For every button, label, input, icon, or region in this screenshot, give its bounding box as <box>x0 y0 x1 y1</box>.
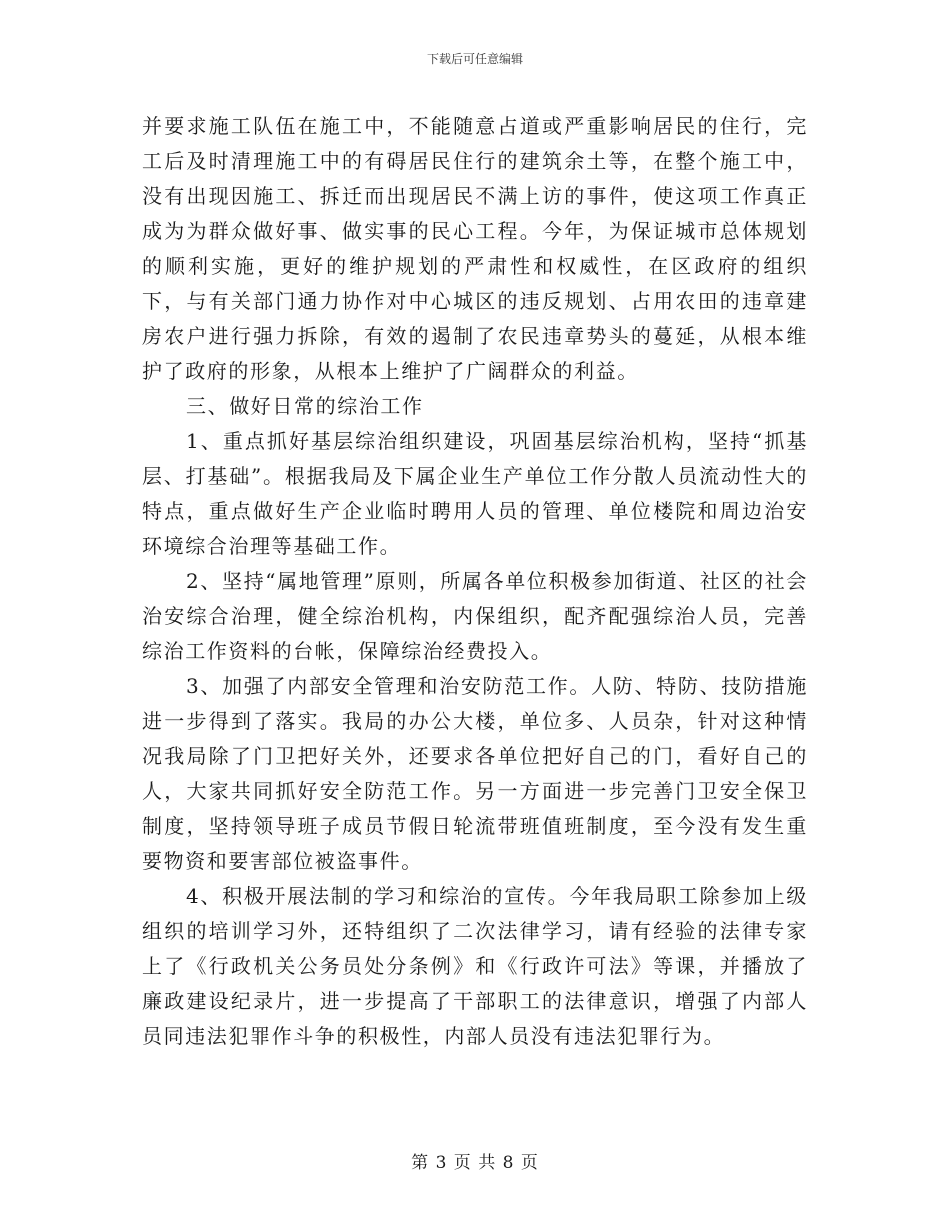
page-number: 第 3 页 共 8 页 <box>411 1153 539 1173</box>
paragraph-item-4: 4、积极开展法制的学习和综治的宣传。今年我局职工除参加上级组织的培训学习外，还特组织了二次法律学习，请有经验的法律专家上了《行政机关公务员处分条例》和《行政许可法》等课，并播放了廉政建设纪录片，进一步提高了干部职工的法律意识，增强了内部人员同违法犯罪作斗争的积极性，内部人员没有违法犯罪行为。 <box>142 884 808 1048</box>
paragraph-item-2: 2、坚持“属地管理”原则，所属各单位积极参加街道、社区的社会治安综合治理，健全综治机构，内保组织，配齐配强综治人员，完善综治工作资料的台帐，保障综治经费投入。 <box>142 569 808 663</box>
document-body <box>142 109 808 1054</box>
paragraph-item-3: 3、加强了内部安全管理和治安防范工作。人防、特防、技防措施进一步得到了落实。我局的办公大楼，单位多、人员杂，针对这种情况我局除了门卫把好关外，还要求各单位把好自己的门，看好自己的人，大家共同抓好安全防范工作。另一方面进一步完善门卫安全保卫制度，坚持领导班子成员节假日轮流带班值班制度，至今没有发生重要物资和要害部位被盗事件。 <box>142 674 808 873</box>
paragraph-continuation: 并要求施工队伍在施工中，不能随意占道或严重影响居民的住行，完工后及时清理施工中的有碍居民住行的建筑余土等，在整个施工中，没有出现因施工、拆迁而出现居民不满上访的事件，使这项工作真正成为为群众做好事、做实事的民心工程。今年，为保证城市总体规划的顺利实施，更好的维护规划的严肃性和权威性，在区政府的组织下，与有关部门通力协作对中心城区的违反规划、占用农田的违章建房农户进行强力拆除，有效的遏制了农民违章势头的蔓延，从根本维护了政府的形象，从根本上维护了广阔群众的利益。 <box>142 114 808 383</box>
paragraph-item-1: 1、重点抓好基层综治组织建设，巩固基层综治机构，坚持“抓基层、打基础”。根据我局及下属企业生产单位工作分散人员流动性大的特点，重点做好生产企业临时聘用人员的管理、单位楼院和周边治安环境综合治理等基础工作。 <box>142 429 808 558</box>
page-header-note: 下载后可任意编辑 <box>426 52 523 66</box>
section-heading: 三、做好日常的综治工作 <box>186 394 424 418</box>
